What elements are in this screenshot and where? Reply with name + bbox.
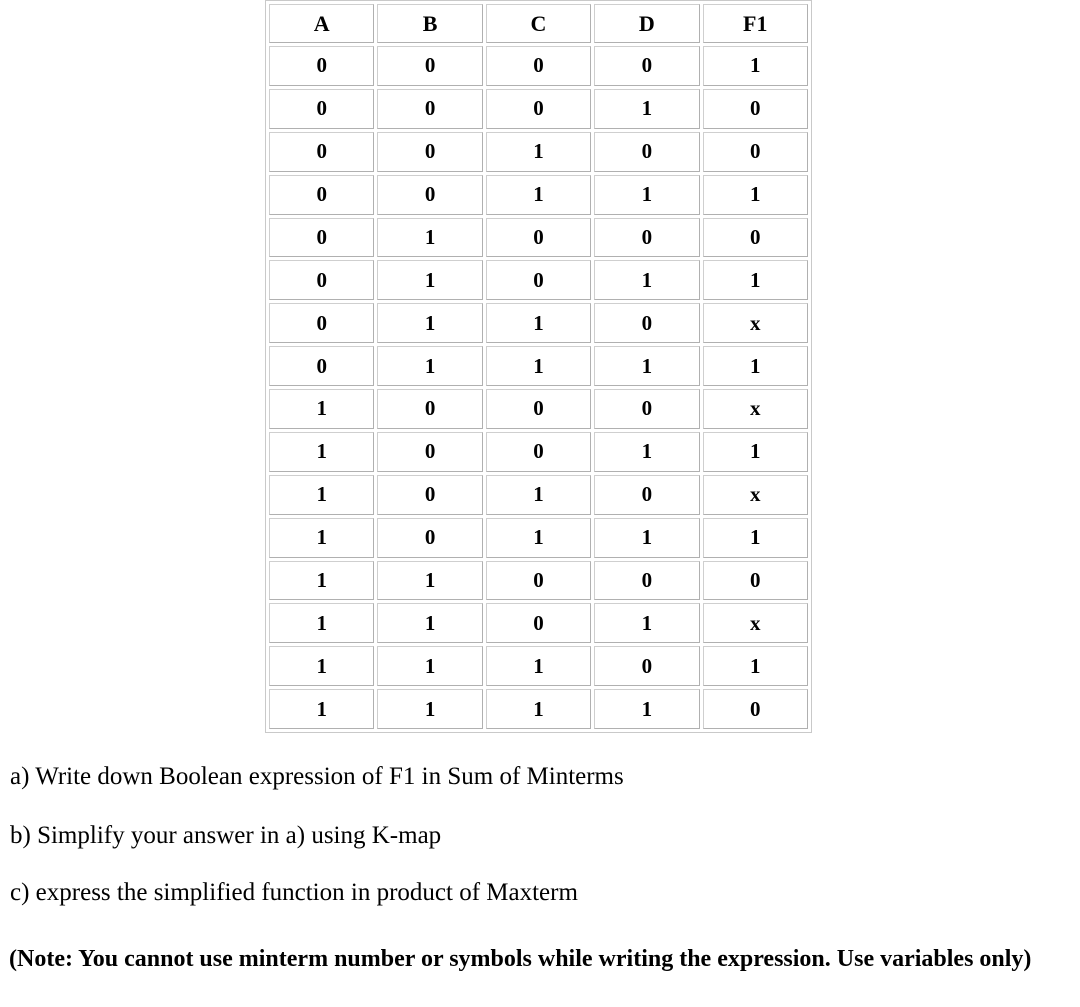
column-header-f1: F1 <box>703 4 808 43</box>
table-cell-c: 0 <box>486 218 591 258</box>
table-cell-c: 1 <box>486 346 591 386</box>
table-row <box>269 518 808 558</box>
table-cell-a: 1 <box>269 518 374 558</box>
table-cell-b: 0 <box>377 389 482 429</box>
table-row <box>269 303 808 343</box>
table-cell-d: 0 <box>594 389 699 429</box>
table-row <box>269 218 808 258</box>
table-cell-f1: x <box>703 603 808 643</box>
table-cell-d: 0 <box>594 561 699 601</box>
table-cell-f1: 1 <box>703 346 808 386</box>
table-cell-c: 0 <box>486 389 591 429</box>
table-cell-d: 1 <box>594 432 699 472</box>
table-cell-d: 1 <box>594 603 699 643</box>
table-header-row <box>269 4 808 43</box>
table-cell-a: 1 <box>269 475 374 515</box>
table-cell-a: 0 <box>269 89 374 129</box>
table-cell-d: 0 <box>594 303 699 343</box>
table-cell-d: 0 <box>594 475 699 515</box>
table-cell-a: 0 <box>269 46 374 86</box>
table-row <box>269 389 808 429</box>
table-cell-f1: x <box>703 303 808 343</box>
table-cell-a: 1 <box>269 432 374 472</box>
table-cell-a: 0 <box>269 175 374 215</box>
table-cell-f1: 0 <box>703 561 808 601</box>
table-row <box>269 46 808 86</box>
table-cell-a: 0 <box>269 218 374 258</box>
table-cell-c: 0 <box>486 46 591 86</box>
question-b: b) Simplify your answer in a) using K-map <box>10 822 442 849</box>
column-header-a: A <box>269 4 374 43</box>
table-cell-f1: 0 <box>703 89 808 129</box>
table-cell-f1: 1 <box>703 518 808 558</box>
table-cell-f1: 1 <box>703 432 808 472</box>
table-cell-d: 1 <box>594 260 699 300</box>
table-cell-b: 1 <box>377 346 482 386</box>
table-cell-d: 1 <box>594 346 699 386</box>
table-row <box>269 346 808 386</box>
table-cell-d: 0 <box>594 218 699 258</box>
table-cell-f1: 1 <box>703 646 808 686</box>
table-row <box>269 475 808 515</box>
table-cell-a: 0 <box>269 346 374 386</box>
table-cell-c: 0 <box>486 432 591 472</box>
table-cell-b: 0 <box>377 89 482 129</box>
table-cell-d: 1 <box>594 89 699 129</box>
table-cell-f1: 1 <box>703 175 808 215</box>
table-cell-d: 0 <box>594 46 699 86</box>
table-cell-f1: x <box>703 389 808 429</box>
table-row <box>269 175 808 215</box>
table-cell-c: 1 <box>486 689 591 729</box>
table-row <box>269 603 808 643</box>
table-cell-d: 1 <box>594 689 699 729</box>
table-cell-c: 1 <box>486 475 591 515</box>
table-cell-a: 1 <box>269 603 374 643</box>
table-cell-c: 1 <box>486 303 591 343</box>
note-text: (Note: You cannot use minterm number or symbols while writing the expression. Use variables only) <box>9 946 1032 972</box>
table-cell-d: 0 <box>594 646 699 686</box>
column-header-d: D <box>594 4 699 43</box>
table-cell-b: 0 <box>377 432 482 472</box>
table-row <box>269 689 808 729</box>
table-cell-a: 0 <box>269 303 374 343</box>
table-row <box>269 132 808 172</box>
table-cell-f1: 0 <box>703 132 808 172</box>
table-cell-b: 0 <box>377 518 482 558</box>
table-cell-f1: 1 <box>703 260 808 300</box>
table-cell-a: 0 <box>269 260 374 300</box>
table-cell-a: 0 <box>269 132 374 172</box>
table-cell-b: 0 <box>377 175 482 215</box>
table-cell-b: 1 <box>377 689 482 729</box>
table-cell-b: 1 <box>377 260 482 300</box>
question-a: a) Write down Boolean expression of F1 in Sum of Minterms <box>10 763 624 790</box>
table-cell-c: 1 <box>486 132 591 172</box>
table-cell-f1: x <box>703 475 808 515</box>
table-cell-b: 1 <box>377 603 482 643</box>
table-cell-d: 1 <box>594 518 699 558</box>
table-cell-c: 0 <box>486 561 591 601</box>
table-cell-f1: 1 <box>703 46 808 86</box>
truth-table <box>265 0 812 733</box>
table-cell-b: 0 <box>377 475 482 515</box>
table-cell-b: 1 <box>377 303 482 343</box>
table-cell-a: 1 <box>269 646 374 686</box>
table-row <box>269 432 808 472</box>
table-cell-c: 0 <box>486 603 591 643</box>
table-cell-b: 1 <box>377 646 482 686</box>
table-cell-f1: 0 <box>703 689 808 729</box>
table-cell-c: 1 <box>486 518 591 558</box>
table-cell-b: 1 <box>377 561 482 601</box>
table-row <box>269 561 808 601</box>
table-cell-c: 1 <box>486 175 591 215</box>
column-header-b: B <box>377 4 482 43</box>
table-cell-a: 1 <box>269 689 374 729</box>
table-row <box>269 89 808 129</box>
table-cell-c: 0 <box>486 260 591 300</box>
table-cell-b: 1 <box>377 218 482 258</box>
table-cell-a: 1 <box>269 389 374 429</box>
table-cell-d: 0 <box>594 132 699 172</box>
table-cell-d: 1 <box>594 175 699 215</box>
table-cell-a: 1 <box>269 561 374 601</box>
table-cell-c: 1 <box>486 646 591 686</box>
question-c: c) express the simplified function in product of Maxterm <box>10 879 578 906</box>
table-row <box>269 646 808 686</box>
table-row <box>269 260 808 300</box>
table-cell-c: 0 <box>486 89 591 129</box>
table-cell-f1: 0 <box>703 218 808 258</box>
column-header-c: C <box>486 4 591 43</box>
table-cell-b: 0 <box>377 46 482 86</box>
table-cell-b: 0 <box>377 132 482 172</box>
